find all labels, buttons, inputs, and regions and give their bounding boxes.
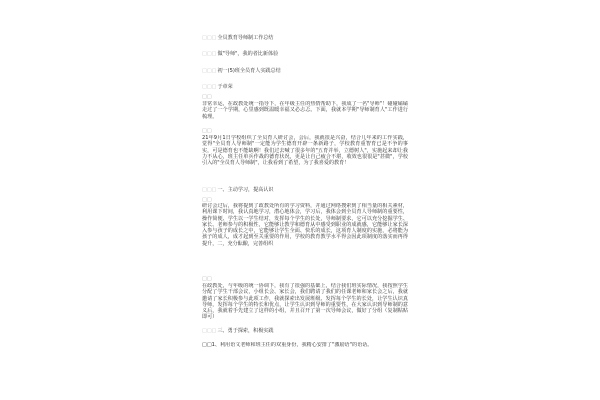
intro-paragraph: 非常幸运，在政教处统一指导下，在年级主任的热情帮助下，我成了一名"导师"！碰碰磕磕走过了一个学期，心里感到既温暖幸福又必忐忑。下面，我就本学期"导师制育人"工作进行梳理。 [202,101,408,120]
doc-subtitle: 做"导师"，我的者比新体验 [217,51,279,57]
document-page [196,0,408,400]
author-name: 于章荣 [217,84,233,90]
background-paragraph: 21年9月1日学校组织了全员育人研讨会，会后，我就很是兴奋，结合几年来的工作实践，觉得"全员育人导师制"一定能为学生德育开辟一条新路子，学校教育重智育已是不争的事实，可是德育也不能缺啊！我们过去喊了很多年的"五育并举，立德树人"，实施起来却让我力不从心，班主任单兵作战的德育状况，更是让自己疲合不堪，收效也很很是"甚微"，学校引入的"全员育人导师制"，让我看到了希望，为了我喜爱的教育！ [202,135,408,167]
author-line [202,84,408,90]
class-summary-heading: 初一(5)班全员育人实践总结 [217,68,281,74]
marker-line: □□ [202,276,212,282]
line-marker: □□□ [202,328,217,334]
marker-line: □□ [202,197,212,203]
line-marker: □□□ [202,51,217,57]
doc-title-line [202,35,408,41]
line-marker: □□□ [202,35,217,41]
doc-title: 全员教育导师制工作总结 [217,35,274,41]
marker-line: □□ [202,94,212,100]
section-three-line [202,328,408,334]
line-marker: □□□ [202,68,217,74]
practice-paragraph: 在政教处，与年级的统一协调下，我有了很强的基础上，结合我们班实际情况，我按照学生分配了学生干部会议，小组长会、家长会，我们聘请了我们的任课老师和家长会之后，我就邀请了家长积极参与此项工作，我就探索出发展班级、发挥每个学生的长处，让学生认识真导师，发挥每个学生的特长和优点，让学生认识到导师的重要性，在大家认识到导师制的意义后，我就着手先建立了这样的小组，并且召开了第一次导师会议，做好了分组（复制粘贴即可） [202,283,408,321]
line-marker: □□□ [202,187,217,193]
subtitle-line [202,51,408,57]
line-marker: □□□ [202,84,217,90]
section-one-heading: 一、主动学习，提高认识 [217,187,274,193]
section-three-heading: 三、勇于探索，积极实践 [217,328,274,334]
study-paragraph: 研讨会过后，我将提到了政教处所有的学习资料，并通过网络搜索到了相当量的相关素材，利用课下时间，我认真地学习，潜心地体会，学习后，我体会到全员育人导师制的重要性，操作简便、学生以一学生结对，发挥每个学生的长处，导师制要求，它可以充分挖掘学生、家长、老师参与的积极性，它能够让教学和德育从中感受到职业的成就感，它能够让家长深入参与孩子的成长之中，它能够让学生全面、快乐的成长，这项育人制度的实施，必将能为孩子的成人，成才起到至关重要的作用，学校的教育教学水平得会因此项制度的落实而再得提升，二，充分酝酿，完善组织 [202,203,408,247]
closing-line: □□1、利用语文老师和班主任的双重身份，我精心安排了"激励语"的语话。 [202,342,373,348]
marker-line: □□ [202,128,212,134]
section-one-line [202,187,408,193]
class-summary-line [202,68,408,74]
